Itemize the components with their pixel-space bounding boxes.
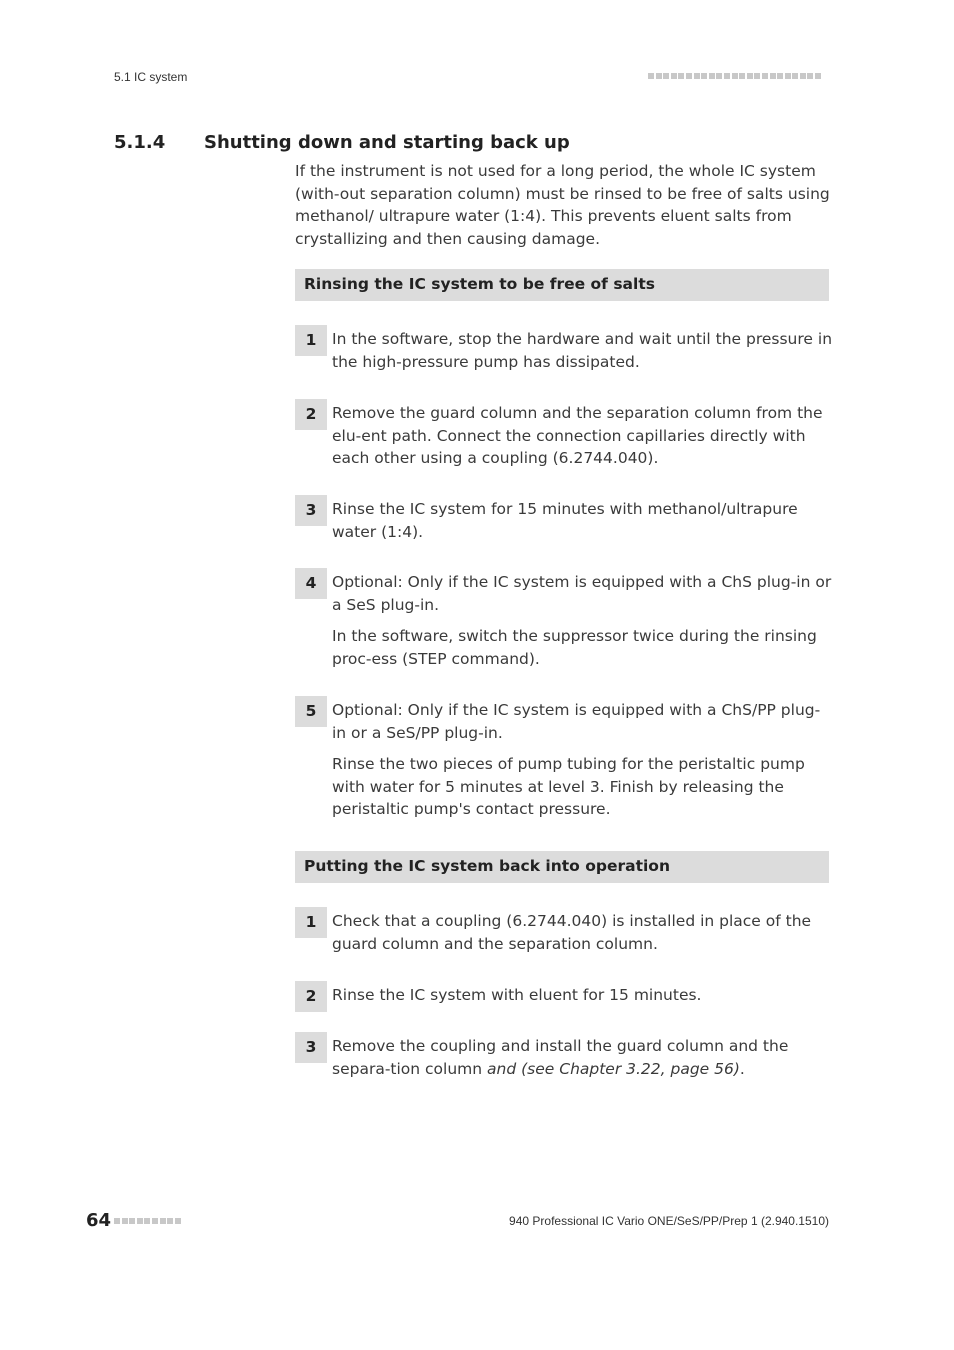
step-text-regular: Remove the coupling and install the guard column and the separa-tion column	[332, 1037, 789, 1078]
step-number: 3	[295, 1032, 327, 1063]
step-paragraph: Optional: Only if the IC system is equipped with a ChS plug-in or a SeS plug-in.	[332, 573, 832, 614]
rinsing-heading-bar	[295, 269, 829, 301]
step-text	[332, 498, 832, 543]
step-number: 1	[295, 907, 327, 938]
step-paragraph: Check that a coupling (6.2744.040) is installed in place of the guard column and the separation column.	[332, 912, 812, 953]
step-number: 4	[295, 568, 327, 599]
step-text-end: .	[739, 1059, 745, 1078]
step-number: 2	[295, 399, 327, 430]
step-paragraph: In the software, switch the suppressor twice during the rinsing proc-ess (STEP command).	[332, 627, 817, 668]
footer-document-title: 940 Professional IC Vario ONE/SeS/PP/Prep 1 (2.940.1510)	[509, 1214, 829, 1228]
step-text	[332, 402, 832, 470]
chapter-reference: and (see Chapter 3.22, page 56)	[487, 1059, 740, 1078]
step-text	[332, 984, 832, 1007]
step-text	[332, 1035, 832, 1080]
operation-heading: Putting the IC system back into operation	[304, 857, 670, 875]
step-paragraph: Optional: Only if the IC system is equipped with a ChS/PP plug-in or a SeS/PP plug-in.	[332, 701, 821, 742]
header-decoration	[648, 73, 823, 79]
section-title: Shutting down and starting back up	[204, 132, 570, 153]
step-paragraph: In the software, stop the hardware and wait until the pressure in the high-pressure pump has dissipated.	[332, 330, 833, 371]
step-paragraph: Remove the guard column and the separation column from the elu-ent path. Connect the connection capillaries directly with each other using a coupling (6.2744.040).	[332, 404, 823, 467]
rinsing-heading: Rinsing the IC system to be free of salts	[304, 275, 655, 293]
step-number: 1	[295, 325, 327, 356]
page-number: 64	[86, 1210, 112, 1231]
step-number: 3	[295, 495, 327, 526]
running-header-section: 5.1 IC system	[114, 70, 188, 84]
step-text	[332, 910, 832, 955]
intro-paragraph: If the instrument is not used for a long period, the whole IC system (with-out separation column) must be rinsed to be free of salts using methanol/ ultrapure water (1:4). This prevents eluent salts from crystallizing and then causing damage.	[295, 162, 830, 248]
step-paragraph: Rinse the two pieces of pump tubing for the peristaltic pump with water for 5 minutes at level 3. Finish by releasing the peristaltic pump's contact pressure.	[332, 755, 805, 818]
section-number: 5.1.4	[114, 132, 166, 153]
step-paragraph: Rinse the IC system for 15 minutes with methanol/ultrapure water (1:4).	[332, 500, 798, 541]
section-heading	[114, 132, 570, 153]
step-text	[332, 571, 832, 670]
step-text	[332, 328, 832, 373]
step-paragraph: Rinse the IC system with eluent for 15 minutes.	[332, 986, 702, 1004]
operation-heading-bar	[295, 851, 829, 883]
step-number: 5	[295, 696, 327, 727]
step-paragraph	[332, 1035, 832, 1080]
footer-decoration	[114, 1218, 182, 1224]
step-number: 2	[295, 981, 327, 1012]
step-text	[332, 699, 832, 821]
